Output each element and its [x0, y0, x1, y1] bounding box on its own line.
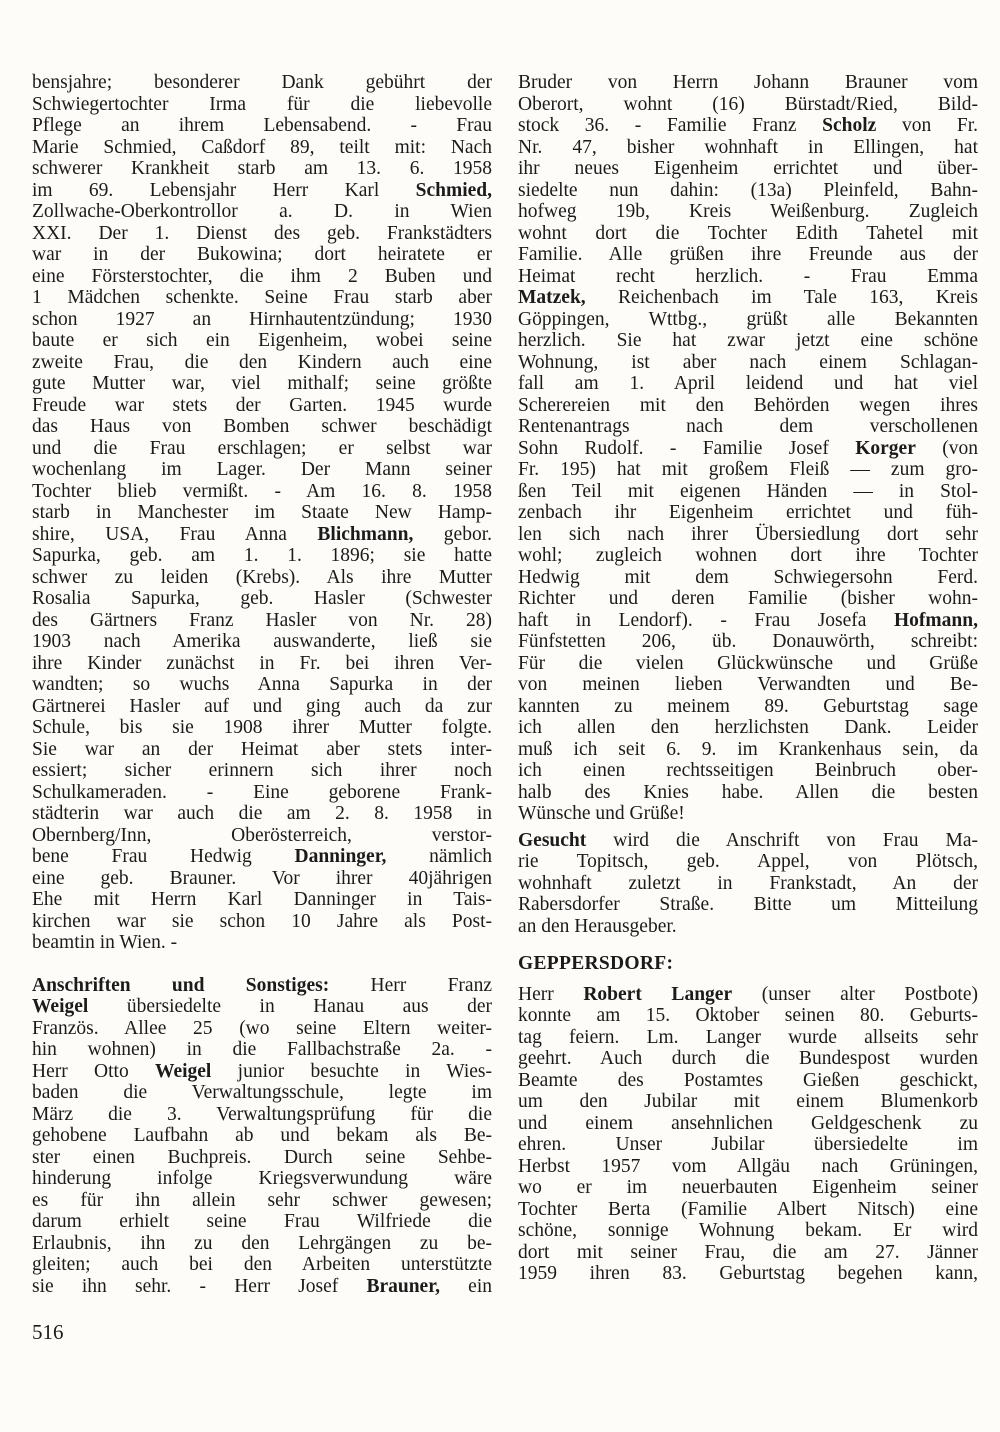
text-line [32, 1018, 492, 1040]
text-line [32, 1104, 492, 1126]
text-line [518, 674, 978, 696]
text-segment: Wünsche und Grüße! [518, 803, 685, 824]
text-segment: Rentenantrags nach dem verschollenen [518, 416, 978, 437]
text-line [32, 588, 492, 610]
text-segment: gebor. [413, 523, 492, 545]
bold-text-segment: Weigel [155, 1060, 212, 1082]
text-segment: Erlaubnis, ihn zu den Lehrgängen zu be- [32, 1232, 492, 1254]
text-line [32, 201, 492, 223]
text-segment: Für die vielen Glückwünsche und Grüße [518, 652, 978, 674]
text-line [32, 1061, 492, 1083]
text-segment: eine Försterstochter, die ihm 2 Buben und [32, 265, 492, 287]
text-line [32, 1125, 492, 1147]
text-segment: Sohn Rudolf. - Familie Josef [518, 437, 856, 459]
text-line [518, 653, 978, 675]
text-segment: es für ihn allein sehr schwer gewesen; [32, 1189, 492, 1211]
text-line [32, 631, 492, 653]
text-segment: stock 36. - Familie Franz [518, 115, 823, 136]
text-line [518, 309, 978, 331]
text-segment: Französ. Allee 25 (wo seine Eltern weiter- [32, 1017, 492, 1039]
text-segment: kirchen war sie schon 10 Jahre als Post- [32, 910, 492, 932]
text-line [518, 223, 978, 245]
text-segment: rie Topitsch, geb. Appel, von Plötsch, [518, 851, 978, 872]
text-segment: bensjahre; besonderer Dank gebührt der [32, 72, 492, 93]
bold-text-segment: Anschriften und Sonstiges: [32, 974, 330, 996]
text-line [518, 94, 978, 116]
text-segment: Herr Franz [329, 974, 492, 996]
text-line [32, 266, 492, 288]
text-segment: siedelte nun dahin: (13a) Pleinfeld, Bahn- [518, 179, 978, 201]
text-line [32, 180, 492, 202]
para-geppersdorf-news [518, 984, 978, 1285]
text-segment: beamtin in Wien. - [32, 932, 178, 953]
text-segment: schöne, sonnige Wohnung bekam. Er wird [518, 1220, 978, 1241]
text-line [518, 373, 978, 395]
text-segment: baute er sich ein Eigenheim, wobei seine [32, 330, 492, 351]
text-line [518, 72, 978, 94]
text-segment: Reichenbach im Tale 163, Kreis [585, 287, 978, 308]
text-segment: hinderung infolge Kriegsverwundung wäre [32, 1168, 492, 1189]
text-segment: Scherereien mit den Behörden wegen ihres [518, 394, 978, 416]
text-segment: ich einen rechtsseitigen Beinbruch ober- [518, 760, 978, 781]
bold-text-segment: Danninger, [294, 846, 387, 867]
text-segment: Schulkameraden. - Eine geborene Frank- [32, 781, 492, 803]
text-segment: nämlich [386, 846, 492, 867]
text-segment: Herbst 1957 vom Allgäu nach Grüningen, [518, 1155, 978, 1177]
text-line [518, 588, 978, 610]
text-segment: ßen Teil mit eigenen Händen — in Stol- [518, 480, 978, 502]
text-segment: Wohnung, ist aber nach einem Schlagan- [518, 351, 978, 373]
text-line [32, 1233, 492, 1255]
text-line [32, 352, 492, 374]
text-segment: Freude war stets der Garten. 1945 wurde [32, 394, 492, 416]
bold-text-segment: Weigel [32, 996, 89, 1017]
text-line [518, 115, 978, 137]
text-segment: ihre Kinder zunächst in Fr. bei ihren Ver- [32, 652, 492, 674]
text-segment: essiert; sicher erinnern sich ihrer noch [32, 760, 492, 781]
text-line [518, 717, 978, 739]
text-segment: schwer zu leiden (Krebs). Als ihre Mutter [32, 566, 492, 588]
text-segment: Heimat recht herzlich. - Frau Emma [518, 265, 978, 287]
text-line [518, 760, 978, 782]
text-line [518, 1156, 978, 1178]
text-segment: von Fr. [876, 115, 978, 136]
text-line [518, 266, 978, 288]
text-line [32, 782, 492, 804]
text-line [32, 803, 492, 825]
bold-text-segment: Brauner, [366, 1275, 440, 1297]
bold-text-segment: Blichmann, [317, 523, 414, 545]
bold-text-segment: Korger [855, 437, 916, 459]
text-line [518, 416, 978, 438]
text-segment: um den Jubilar mit einem Blumenkorb [518, 1091, 978, 1112]
text-segment: Zollwache-Oberkontrollor a. D. in Wien [32, 201, 492, 222]
text-line [518, 1113, 978, 1135]
text-line [32, 1147, 492, 1169]
text-segment: fall am 1. April leidend und hat viel [518, 373, 978, 394]
text-segment: tag feiern. Lm. Langer wurde allseits sehr [518, 1026, 978, 1048]
text-segment: und einem ansehnlichen Geldgeschenk zu [518, 1112, 978, 1134]
text-line [518, 894, 978, 916]
text-line [32, 72, 492, 94]
text-line [518, 481, 978, 503]
text-line [518, 782, 978, 804]
text-segment: ster einen Buchpreis. Durch seine Sehbe- [32, 1146, 492, 1168]
text-segment: Schwiegertochter Irma für die liebevolle [32, 93, 492, 115]
text-line [518, 1199, 978, 1221]
text-segment: Bruder von Herrn Johann Brauner vom [518, 72, 978, 93]
heading-geppersdorf [518, 953, 978, 975]
text-segment: wohl; zugleich wohnen dort ihre Tochter [518, 545, 978, 566]
text-line [32, 846, 492, 868]
text-line [518, 524, 978, 546]
text-segment: wandten; so wuchs Anna Sapurka in der [32, 674, 492, 695]
text-segment: ich allen den herzlichsten Dank. Leider [518, 717, 978, 738]
text-line [32, 1190, 492, 1212]
text-line [32, 868, 492, 890]
text-segment: Hedwig mit dem Schwiegersohn Ferd. [518, 566, 978, 588]
text-segment: 1 Mädchen schenkte. Seine Frau starb aber [32, 287, 492, 308]
text-segment: Obernberg/Inn, Oberösterreich, verstor- [32, 824, 492, 846]
text-segment: war in der Bukowina; dort heiratete er [32, 244, 492, 265]
text-segment: Schule, bis sie 1908 ihrer Mutter folgte. [32, 717, 492, 738]
text-line [518, 1091, 978, 1113]
text-segment: muß ich seit 6. 9. im Krankenhaus sein, da [518, 738, 978, 760]
para-family-news-continued [32, 72, 492, 954]
right-column [518, 72, 978, 1297]
para-family-news-right [518, 72, 978, 825]
bold-text-segment: Hofmann, [894, 609, 978, 631]
text-segment: Rabersdorfer Straße. Bitte um Mitteilung [518, 894, 978, 915]
text-line [32, 438, 492, 460]
text-line [518, 545, 978, 567]
text-segment: wo er im neuerbauten Eigenheim seiner [518, 1177, 978, 1198]
text-line [518, 610, 978, 632]
left-column [32, 72, 492, 1297]
text-segment: gleiten; auch bei den Arbeiten unterstützte [32, 1254, 492, 1275]
text-segment: wochenlang im Lager. Der Mann seiner [32, 459, 492, 480]
text-line [32, 416, 492, 438]
text-line [518, 851, 978, 873]
text-segment: Rosalia Sapurka, geb. Hasler (Schwester [32, 588, 492, 609]
text-line [518, 1242, 978, 1264]
text-segment: dort mit seiner Frau, die am 27. Jänner [518, 1241, 978, 1263]
text-segment: geehrt. Auch durch die Bundespost wurden [518, 1048, 978, 1069]
text-line [32, 889, 492, 911]
text-line [32, 115, 492, 137]
para-anschriften-und-sonstiges [32, 975, 492, 1298]
text-segment: wird die Anschrift von Frau Ma- [586, 829, 978, 851]
text-segment: len sich nach ihrer Übersiedlung dort sehr [518, 523, 978, 545]
text-line [32, 459, 492, 481]
text-segment: März die 3. Verwaltungsprüfung für die [32, 1103, 492, 1125]
text-segment: Tochter blieb vermißt. - Am 16. 8. 1958 [32, 480, 492, 502]
text-line [32, 975, 492, 997]
text-line [518, 244, 978, 266]
text-segment: baden die Verwaltungsschule, legte im [32, 1082, 492, 1103]
text-line [32, 94, 492, 116]
text-segment: zweite Frau, die den Kindern auch eine [32, 351, 492, 373]
text-line [518, 739, 978, 761]
text-segment: darum erhielt seine Frau Wilfriede die [32, 1211, 492, 1232]
text-line [32, 739, 492, 761]
text-line [518, 1263, 978, 1285]
bold-text-segment: GEPPERSDORF: [518, 953, 674, 974]
text-line [518, 916, 978, 938]
text-segment: Beamte des Postamtes Gießen geschickt, [518, 1069, 978, 1091]
text-columns [32, 72, 978, 1297]
text-line [32, 567, 492, 589]
text-segment: wohnt dort die Tochter Edith Tahetel mit [518, 222, 978, 244]
bold-text-segment: Matzek, [518, 287, 586, 308]
text-segment: Marie Schmied, Caßdorf 89, teilt mit: Nach [32, 136, 492, 158]
text-line [32, 760, 492, 782]
text-line [518, 438, 978, 460]
text-line [518, 803, 978, 825]
text-segment: hofweg 19b, Kreis Weißenburg. Zugleich [518, 201, 978, 222]
text-segment: übersiedelte in Hanau aus der [88, 996, 492, 1017]
text-segment: herzlich. Sie hat zwar jetzt eine schöne [518, 330, 978, 351]
text-segment: hin wohnen) in die Fallbachstraße 2a. - [32, 1039, 492, 1060]
bold-text-segment: Scholz [822, 115, 877, 136]
text-segment: gehobene Laufbahn ab und bekam als Be- [32, 1125, 492, 1146]
text-line [518, 830, 978, 852]
text-line [518, 1177, 978, 1199]
text-line [518, 137, 978, 159]
text-line [32, 1039, 492, 1061]
text-segment: im 69. Lebensjahr Herr Karl [32, 179, 416, 201]
text-segment: an den Herausgeber. [518, 915, 677, 937]
text-segment: Familie. Alle grüßen ihre Freunde aus der [518, 244, 978, 265]
text-line [518, 502, 978, 524]
text-segment: Herr [518, 983, 584, 1005]
text-segment: zenbach ihr Eigenheim errichtet und füh- [518, 502, 978, 523]
text-segment: 1959 ihren 83. Geburtstag begehen kann, [518, 1263, 978, 1284]
text-line [32, 1082, 492, 1104]
text-segment: halb des Knies habe. Allen die besten [518, 781, 978, 803]
bold-text-segment: Robert Langer [583, 983, 733, 1005]
text-line [32, 373, 492, 395]
text-segment: bene Frau Hedwig [32, 846, 295, 867]
text-segment: Herr Otto [32, 1060, 156, 1082]
text-line [32, 330, 492, 352]
text-segment: eine geb. Brauner. Vor ihrer 40jährigen [32, 867, 492, 889]
text-segment: Ehe mit Herrn Karl Danninger in Tais- [32, 889, 492, 910]
text-line [32, 1168, 492, 1190]
text-line [518, 180, 978, 202]
text-segment: shire, USA, Frau Anna [32, 523, 318, 545]
text-line [32, 1211, 492, 1233]
text-segment: XXI. Der 1. Dienst des geb. Frankstädters [32, 222, 492, 244]
text-segment: (unser alter Postbote) [732, 983, 978, 1005]
text-line [32, 653, 492, 675]
text-segment: das Haus von Bomben schwer beschädigt [32, 416, 492, 437]
text-line [518, 201, 978, 223]
text-segment: Fünfstetten 206, üb. Donauwörth, schreibt: [518, 631, 978, 652]
text-line [518, 1070, 978, 1092]
text-line [32, 674, 492, 696]
text-line [32, 1254, 492, 1276]
text-line [32, 524, 492, 546]
text-line [518, 1134, 978, 1156]
text-segment: Göppingen, Wttbg., grüßt alle Bekannten [518, 308, 978, 330]
text-segment: haft in Lendorf). - Frau Josefa [518, 609, 895, 631]
text-line [518, 1220, 978, 1242]
text-segment: schon 1927 an Hirnhautentzündung; 1930 [32, 308, 492, 330]
text-segment: Pflege an ihrem Lebensabend. - Frau [32, 115, 492, 136]
text-line [32, 223, 492, 245]
text-line [32, 481, 492, 503]
text-segment: des Gärtners Franz Hasler von Nr. 28) [32, 609, 492, 631]
text-line [518, 158, 978, 180]
text-line [518, 696, 978, 718]
text-line [518, 287, 978, 309]
page-number: 516 [32, 1320, 64, 1344]
text-segment: Oberort, wohnt (16) Bürstadt/Ried, Bild- [518, 93, 978, 115]
text-line [32, 610, 492, 632]
text-line [518, 1027, 978, 1049]
text-line [32, 287, 492, 309]
text-segment: städterin war auch die am 2. 8. 1958 in [32, 803, 492, 824]
text-line [32, 1276, 492, 1298]
text-line [518, 330, 978, 352]
text-segment: ein [439, 1275, 492, 1297]
text-line [32, 696, 492, 718]
text-line [518, 1048, 978, 1070]
text-line [32, 911, 492, 933]
text-line [518, 352, 978, 374]
para-gesucht [518, 830, 978, 938]
text-segment: Fr. 195) hat mit großem Fleiß — zum gro- [518, 459, 978, 480]
text-line [518, 459, 978, 481]
text-line [32, 244, 492, 266]
text-line [518, 567, 978, 589]
text-segment: Tochter Berta (Familie Albert Nitsch) eine [518, 1198, 978, 1220]
text-line [32, 717, 492, 739]
text-segment: Gärtnerei Hasler auf und ging auch da zur [32, 695, 492, 717]
text-line [518, 873, 978, 895]
text-line [32, 502, 492, 524]
text-segment: konnte am 15. Oktober seinen 80. Geburts- [518, 1005, 978, 1026]
text-segment: kannten zu meinem 89. Geburtstag sage [518, 695, 978, 717]
text-segment: wohnhaft zuletzt in Frankstadt, An der [518, 872, 978, 894]
text-segment: Nr. 47, bisher wohnhaft in Ellingen, hat [518, 136, 978, 158]
text-segment: Sapurka, geb. am 1. 1. 1896; sie hatte [32, 545, 492, 566]
text-line [32, 932, 492, 954]
text-line [518, 631, 978, 653]
text-segment: ehren. Unser Jubilar übersiedelte im [518, 1134, 978, 1155]
text-line [32, 158, 492, 180]
text-segment: gute Mutter war, viel mithalf; seine größte [32, 373, 492, 394]
text-line [518, 984, 978, 1006]
text-segment: 1903 nach Amerika auswanderte, ließ sie [32, 631, 492, 652]
bold-text-segment: Gesucht [518, 829, 587, 851]
text-line [32, 545, 492, 567]
text-line [32, 825, 492, 847]
text-segment: schwerer Krankheit starb am 13. 6. 1958 [32, 158, 492, 179]
text-segment: ihr neues Eigenheim errichtet und über- [518, 158, 978, 179]
text-segment: sie ihn sehr. - Herr Josef [32, 1275, 367, 1297]
text-line [32, 137, 492, 159]
text-line [518, 395, 978, 417]
text-line [32, 395, 492, 417]
text-segment: starb in Manchester im Staate New Hamp- [32, 502, 492, 523]
text-line [32, 309, 492, 331]
text-segment: (von [915, 437, 978, 459]
text-segment: Richter und deren Familie (bisher wohn- [518, 588, 978, 609]
text-segment: von meinen lieben Verwandten und Be- [518, 674, 978, 695]
text-segment: und die Frau erschlagen; er selbst war [32, 437, 492, 459]
text-segment: Sie war an der Heimat aber stets inter- [32, 738, 492, 760]
text-line [518, 953, 978, 975]
text-segment: junior besuchte in Wies- [211, 1060, 492, 1082]
text-line [32, 996, 492, 1018]
bold-text-segment: Schmied, [415, 179, 492, 201]
text-line [518, 1005, 978, 1027]
